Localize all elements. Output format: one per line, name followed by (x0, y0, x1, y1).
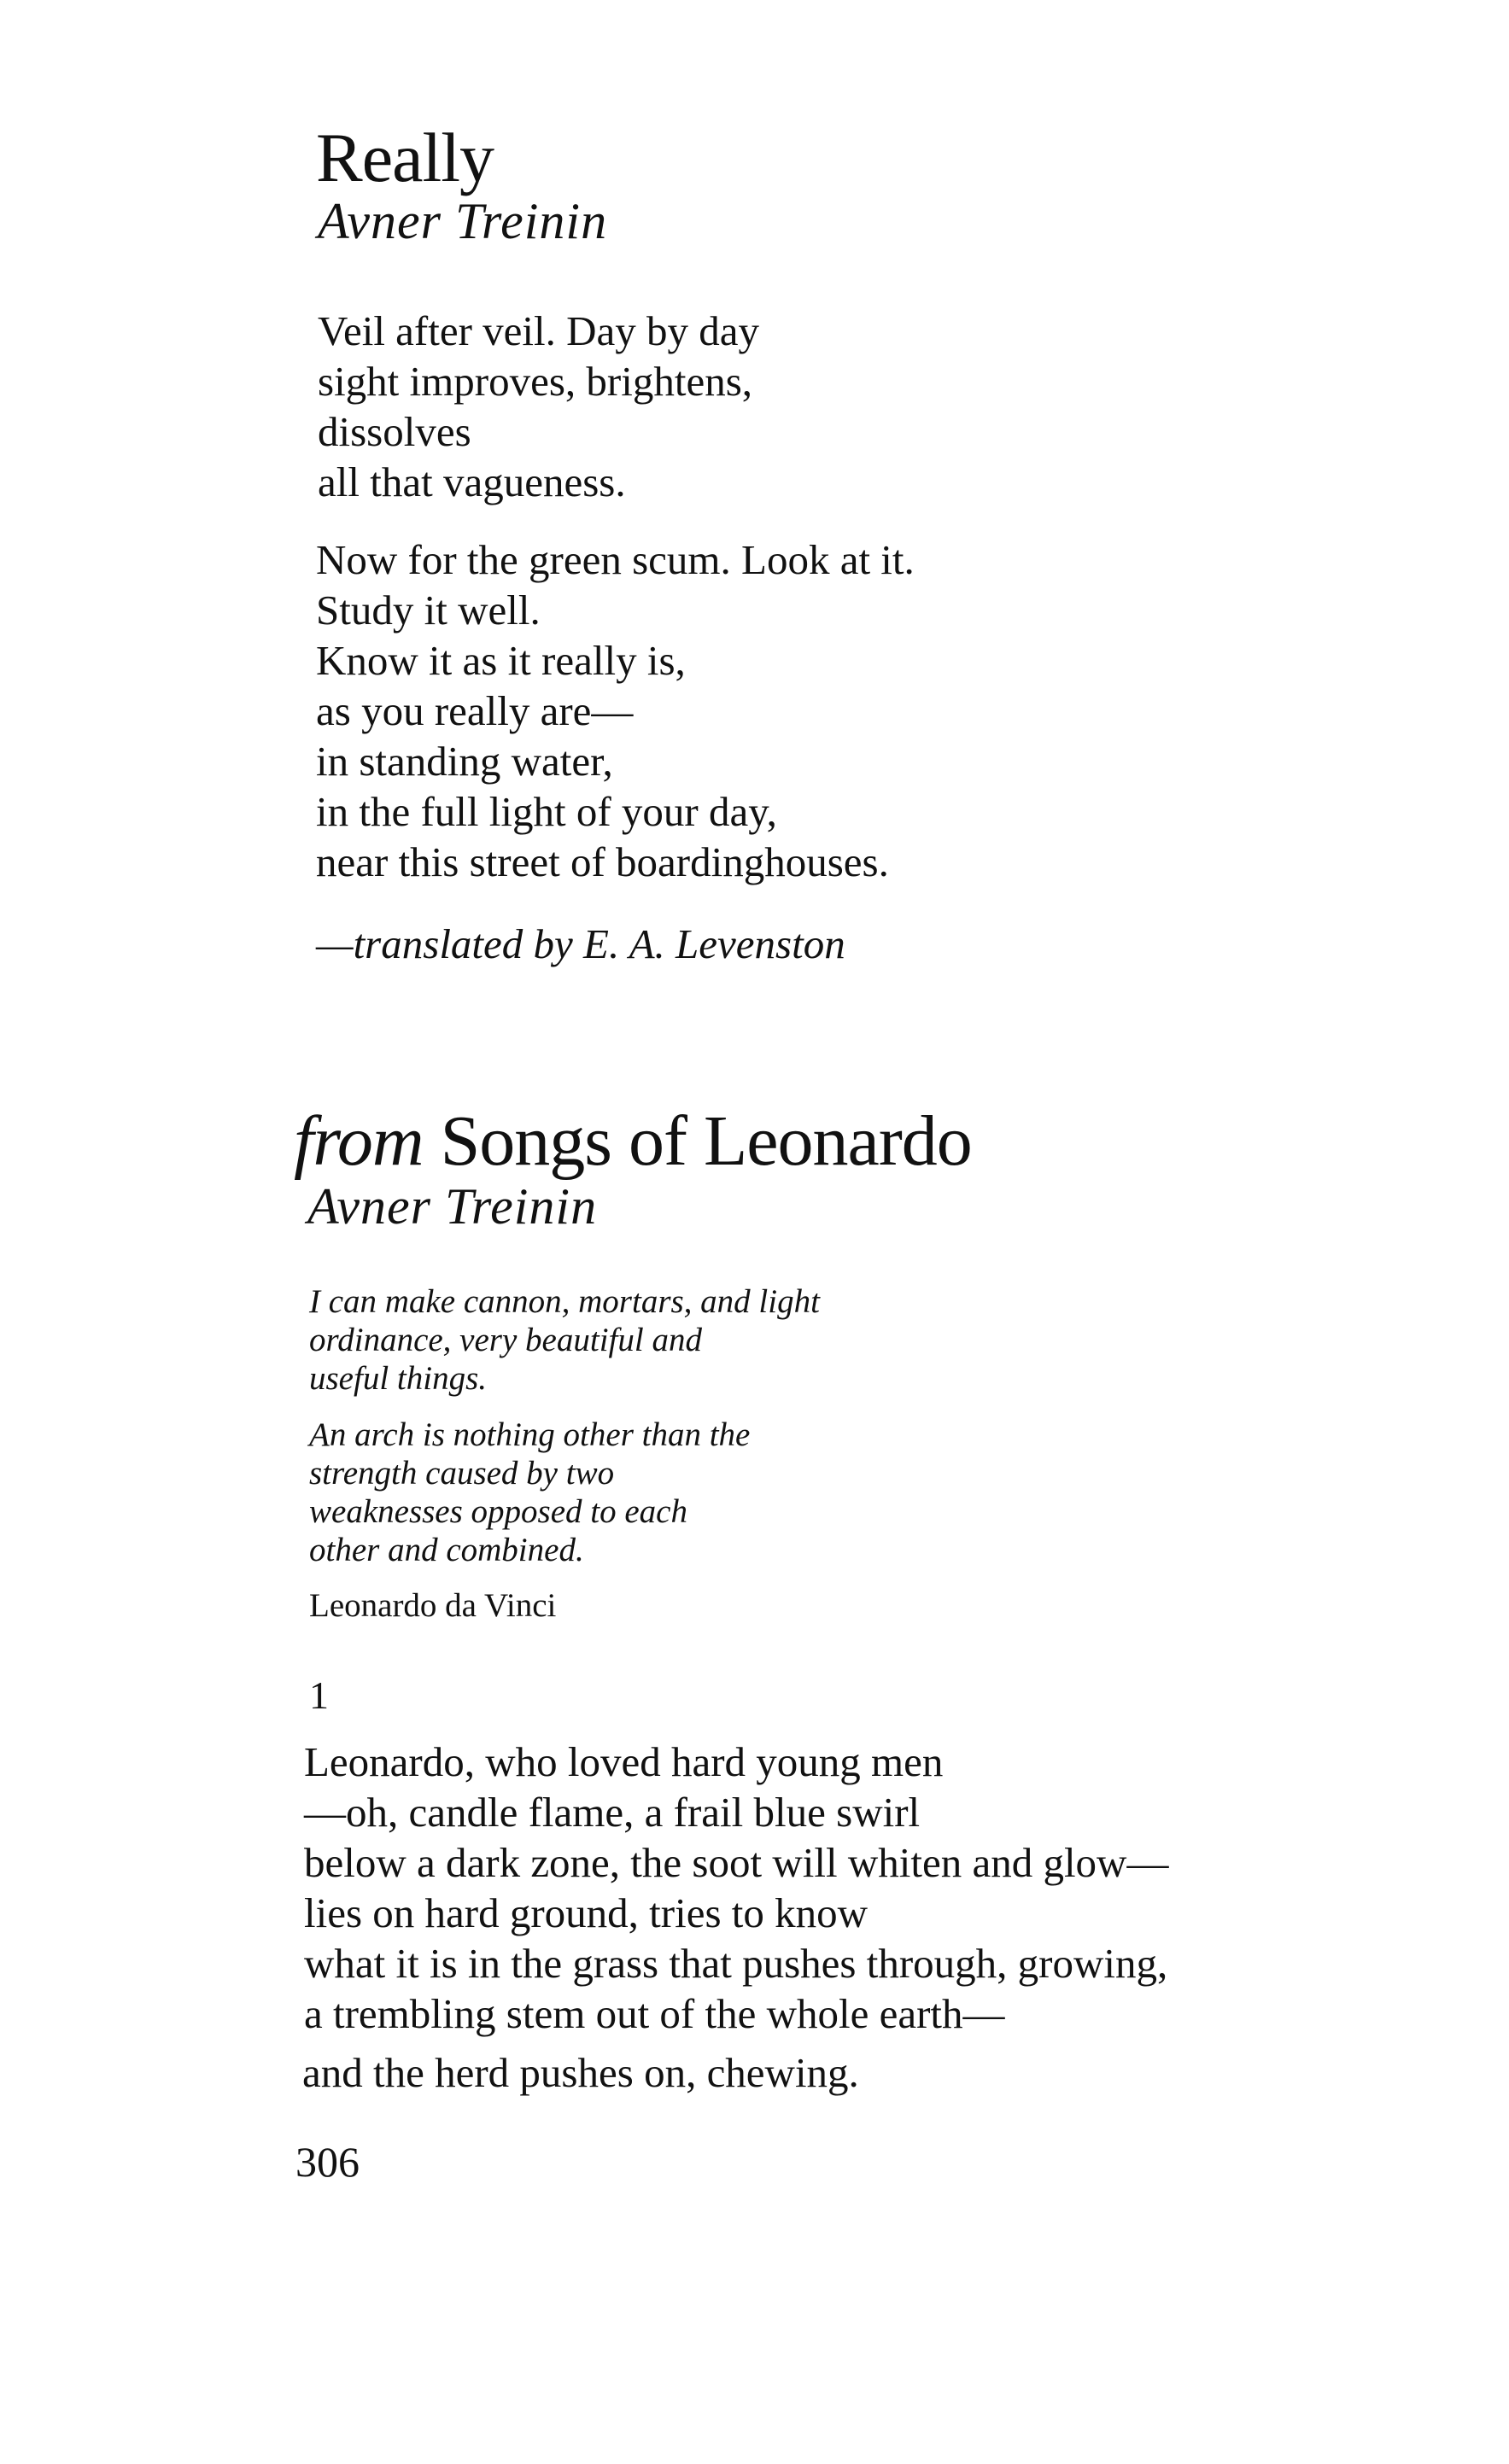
epigraph-line: ordinance, very beautiful and (309, 1322, 702, 1358)
translator-credit: —translated by E. A. Levenston (316, 920, 845, 967)
poem-line: Know it as it really is, (316, 637, 686, 684)
epigraph-line: An arch is nothing other than the (309, 1416, 751, 1453)
epigraph-line: weaknesses opposed to each (309, 1493, 687, 1530)
stanza-really-1 (318, 306, 759, 507)
poem-line: what it is in the grass that pushes through, growing, (304, 1940, 1168, 1987)
page-number: 306 (295, 2138, 360, 2186)
poem-line: in standing water, (316, 738, 613, 785)
epigraph-line: strength caused by two (309, 1455, 615, 1492)
poem-line: Study it well. (316, 587, 541, 634)
title-prefix-from: from (294, 1101, 424, 1181)
section-number: 1 (309, 1673, 329, 1717)
poem-line: in the full light of your day, (316, 788, 777, 835)
poem-line: near this street of boardinghouses. (316, 838, 889, 885)
epigraph-attribution: Leonardo da Vinci (309, 1587, 557, 1624)
epigraph-quote-1 (309, 1282, 820, 1398)
poem-author-really: Avner Treinin (318, 193, 608, 249)
poem-line: lies on hard ground, tries to know (304, 1889, 869, 1936)
poem-line: dissolves (318, 408, 471, 455)
poem-line: all that vagueness. (318, 458, 626, 505)
poem-line: —oh, candle flame, a frail blue swirl (304, 1789, 921, 1836)
stanza-really-2 (316, 534, 915, 887)
poem-line: sight improves, brightens, (318, 358, 753, 405)
poem-line: below a dark zone, the soot will whiten and glow— (304, 1839, 1169, 1886)
title-main: Songs of Leonardo (440, 1101, 972, 1181)
poem-line: as you really are— (316, 687, 634, 734)
poem-title-songs-of-leonardo (294, 1101, 972, 1182)
poem-line: a trembling stem out of the whole earth— (304, 1990, 1005, 2037)
stanza-leonardo-1 (304, 1737, 1168, 2039)
poem-line: Veil after veil. Day by day (318, 307, 760, 354)
epigraph-line: other and combined. (309, 1532, 584, 1568)
poem-last-line: and the herd pushes on, chewing. (302, 2049, 859, 2096)
poem-line: Leonardo, who loved hard young men (304, 1738, 944, 1785)
epigraph-quote-2 (309, 1416, 750, 1569)
epigraph-line: useful things. (309, 1360, 488, 1397)
poem-title-really: Really (316, 119, 494, 196)
poem-author-leonardo: Avner Treinin (307, 1178, 598, 1235)
poem-line: Now for the green scum. Look at it. (316, 536, 915, 583)
epigraph-line: I can make cannon, mortars, and light (309, 1283, 820, 1320)
